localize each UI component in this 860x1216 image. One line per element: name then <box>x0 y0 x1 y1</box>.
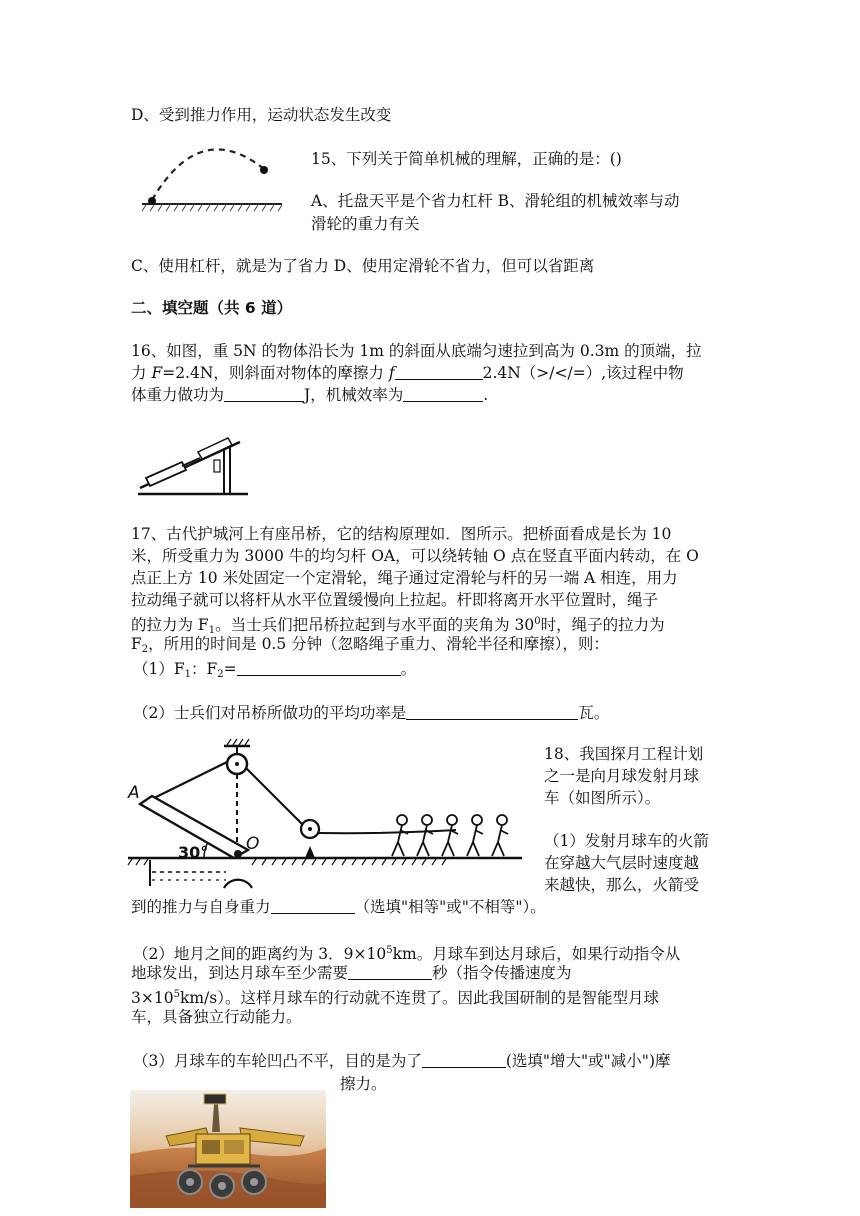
q16-line2: 力 F=2.4N，则斜面对物体的摩擦力 f 2.4N（>/</=）,该过程中物 <box>131 364 684 382</box>
q15-stem: 15、下列关于简单机械的理解，正确的是：() <box>311 150 622 168</box>
rope-to-ground-pulley <box>246 768 306 828</box>
label-o: O <box>246 834 260 854</box>
q18-blank-thrust[interactable] <box>271 899 355 914</box>
q18-sub1-line4: 到的推力与自身重力 （选填"相等"或"不相等"）。 <box>131 898 546 916</box>
q16-blank-work[interactable] <box>224 387 304 402</box>
q18-blank-friction[interactable] <box>422 1053 506 1068</box>
block <box>146 462 186 486</box>
q16-line1: 16、如图，重 5N 的物体沿长为 1m 的斜面从底端匀速拉到高为 0.3m 的顶端，拉 <box>131 342 702 360</box>
start-ball <box>148 197 156 205</box>
q15-options-ab-1: A、托盘天平是个省力杠杆 B、滑轮组的机械效率与动 <box>311 192 680 210</box>
q18-line3: 车（如图所示）。 <box>544 789 661 807</box>
q18-sub2-line2: 地球发出，到达月球车至少需要 秒（指令传播速度为 <box>131 964 572 982</box>
q16-blank-friction[interactable] <box>395 365 483 380</box>
q17-line5: 的拉力为 $F_1$。当士兵们把吊桥拉起到与水平面的夹角为 $30^0$时，绳子的拉力为 <box>131 616 665 636</box>
end-ball <box>260 166 268 174</box>
q17-line3: 点正上方 10 米处固定一个定滑轮，绳子通过定滑轮与杆的另一端 A 相连，用力 <box>131 569 678 587</box>
q18-sub3-line2: 擦力。 <box>340 1075 387 1093</box>
label-a: A <box>128 783 140 803</box>
q17-blank-power[interactable] <box>406 705 578 720</box>
q18-sub2-line4: 车，具备独立行动能力。 <box>131 1008 302 1026</box>
q18-sub1-line1: （1）发射月球车的火箭 <box>544 832 709 850</box>
q18-sub1-line2: 在穿越大气层时速度越 <box>544 854 700 872</box>
trajectory-figure <box>138 142 288 214</box>
rope-to-a <box>148 762 227 801</box>
incline-figure <box>136 428 252 500</box>
q17-line4: 拉动绳子就可以将杆从水平位置缓慢向上拉起。杆即将离开水平位置时，绳子 <box>131 591 659 609</box>
lunar-rover-photo <box>130 1090 326 1208</box>
section-heading: 二、填空题（共 6 道） <box>131 299 293 317</box>
q17-blank-ratio[interactable] <box>237 661 401 676</box>
soldiers <box>392 815 508 856</box>
q17-sub2: （2）士兵们对吊桥所做功的平均功率是 瓦。 <box>133 704 610 722</box>
trajectory-path <box>152 149 264 200</box>
pull-rope <box>319 830 456 833</box>
q17-line1: 17、古代护城河上有座吊桥，它的结构原理如．图所示。把桥面看成是长为 10 <box>131 525 672 543</box>
spring-scale <box>214 460 220 472</box>
q17-sub1: $(1)F_1$：$F_2=$ 。 <box>133 660 417 680</box>
q16-line3: 体重力做功为 J，机械效率为 . <box>131 386 489 404</box>
label-angle: 30° <box>178 843 209 862</box>
drawbridge-figure <box>126 738 530 898</box>
q18-sub2-line3: $3\times 10^5km/s$）。这样月球车的行动就不连贯了。因此我国研制的是智能型月球 <box>131 989 659 1007</box>
q18-sub1-line3: 来越快，那么，火箭受 <box>544 876 700 894</box>
q18-blank-time[interactable] <box>348 965 432 980</box>
q18-sub2-line1: （2）地月之间的距离约为 3．$9\times 10^5km$。月球车到达月球后，如果行动指令从 <box>133 945 681 963</box>
q16-blank-efficiency[interactable] <box>403 387 483 402</box>
q17-line6: $F_2$，所用的时间是 0.5 分钟（忽略绳子重力、滑轮半径和摩擦），则： <box>131 635 609 655</box>
q18-line1: 18、我国探月工程计划 <box>544 745 704 763</box>
q18-line2: 之一是向月球发射月球 <box>544 767 700 785</box>
q17-line2: 米，所受重力为 3000 牛的均匀杆 OA，可以绕转轴 O 点在竖直平面内转动，在 O <box>131 547 699 565</box>
q15-options-ab-2: 滑轮的重力有关 <box>311 215 420 233</box>
q18-sub3-line1: （3）月球车的车轮凹凸不平，目的是为了 (选填"增大"或"减小")摩 <box>133 1052 671 1070</box>
q14-option-d: D、受到推力作用，运动状态发生改变 <box>131 106 392 124</box>
q15-options-cd: C、使用杠杆，就是为了省力 D、使用定滑轮不省力，但可以省距离 <box>131 257 595 275</box>
